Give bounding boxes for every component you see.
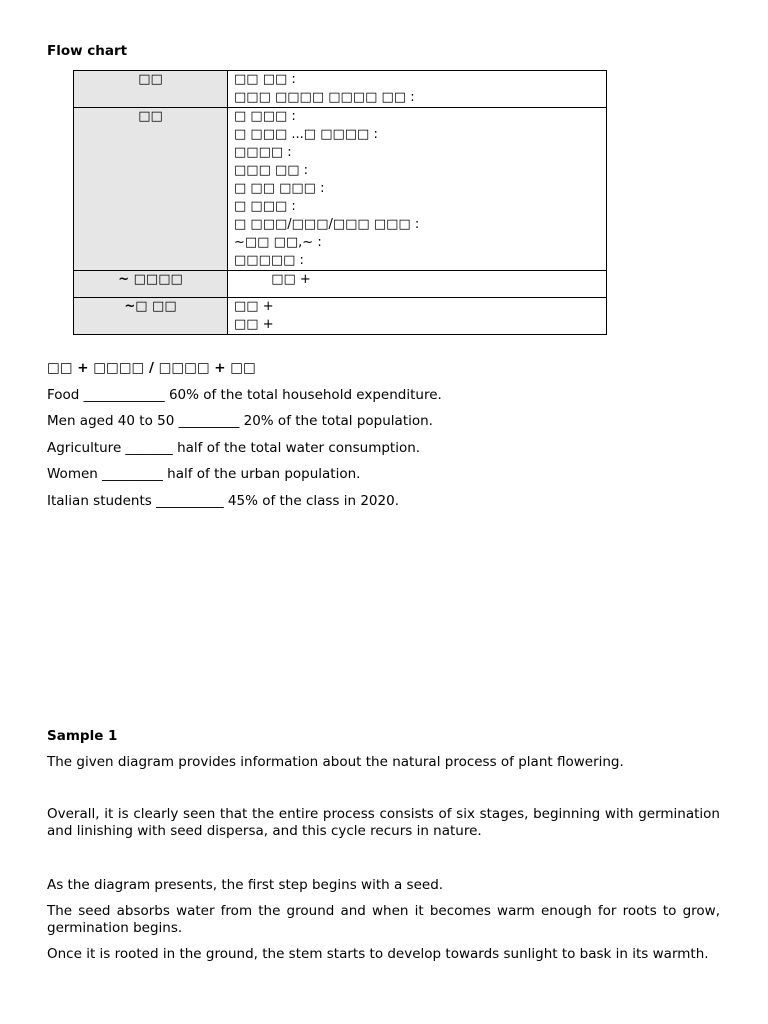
sample-paragraph: Once it is rooted in the ground, the stem starts to develop towards sunlight to bask in its warmth. xyxy=(47,946,709,962)
phrase-line: □ □□□ : xyxy=(234,109,296,124)
phrase-line: □ □□□ : xyxy=(234,199,296,214)
table-row xyxy=(74,298,607,335)
phrase-line: □□ □□ : xyxy=(234,72,296,87)
phrase-line: □□ + xyxy=(234,299,274,314)
exercise-sentence: Food ____________ 60% of the total household expenditure. xyxy=(47,386,442,403)
phrase-line: □ □□□ ...□ □□□□ : xyxy=(234,127,378,142)
phrase-line: □□□□□ : xyxy=(234,253,304,268)
table-row xyxy=(74,108,607,271)
table-row xyxy=(74,271,607,298)
phrase-line: □ □□□/□□□/□□□ □□□ : xyxy=(234,217,420,232)
exercise-section xyxy=(47,355,720,514)
sample-overview xyxy=(47,806,720,840)
row-label: □□ xyxy=(74,71,228,108)
row-phrases xyxy=(228,71,607,108)
table-row xyxy=(74,71,607,108)
phrase-line: ~□□ □□,~ : xyxy=(234,235,322,250)
exercise-title: □□ + □□□□ / □□□□ + □□ xyxy=(47,360,256,376)
row-phrases xyxy=(228,298,607,335)
exercise-sentence: Agriculture _______ half of the total water consumption. xyxy=(47,439,421,456)
exercise-sentence: Italian students __________ 45% of the class in 2020. xyxy=(47,492,399,509)
sample-intro xyxy=(47,754,720,771)
row-label: □□ xyxy=(74,108,228,271)
flowchart-phrase-table xyxy=(73,70,607,335)
phrase-line: □□ + xyxy=(234,272,311,287)
exercise-sentence: Men aged 40 to 50 _________ 20% of the total population. xyxy=(47,413,433,429)
row-label: ~□ □□ xyxy=(74,298,228,335)
sample-paragraph: As the diagram presents, the first step begins with a seed. xyxy=(47,877,444,893)
row-phrases xyxy=(228,271,607,298)
sample-body-3 xyxy=(47,946,720,963)
row-phrases xyxy=(228,108,607,271)
sample-paragraph: The given diagram provides information about the natural process of plant flowering. xyxy=(47,754,624,770)
sample-body-2 xyxy=(47,903,720,937)
phrase-line: □□□□ : xyxy=(234,145,292,160)
sample-heading: Sample 1 xyxy=(47,728,118,744)
sample-body-1 xyxy=(47,877,720,894)
phrase-line: □ □□ □□□ : xyxy=(234,181,325,196)
phrase-line: □□□ □□□□ □□□□ □□ : xyxy=(234,90,415,105)
row-label: ~ □□□□ xyxy=(74,271,228,298)
exercise-sentence: Women _________ half of the urban population. xyxy=(47,466,361,482)
phrase-line: □□□ □□ : xyxy=(234,163,309,178)
sample-paragraph: Overall, it is clearly seen that the entire process consists of six stages, beginning with germination and linishing with seed dispersa, and this cycle recurs in nature. xyxy=(47,806,720,839)
flowchart-heading: Flow chart xyxy=(47,43,128,59)
sample-paragraph: The seed absorbs water from the ground and when it becomes warm enough for roots to grow, germination begins. xyxy=(47,903,720,936)
phrase-line: □□ + xyxy=(234,317,274,332)
